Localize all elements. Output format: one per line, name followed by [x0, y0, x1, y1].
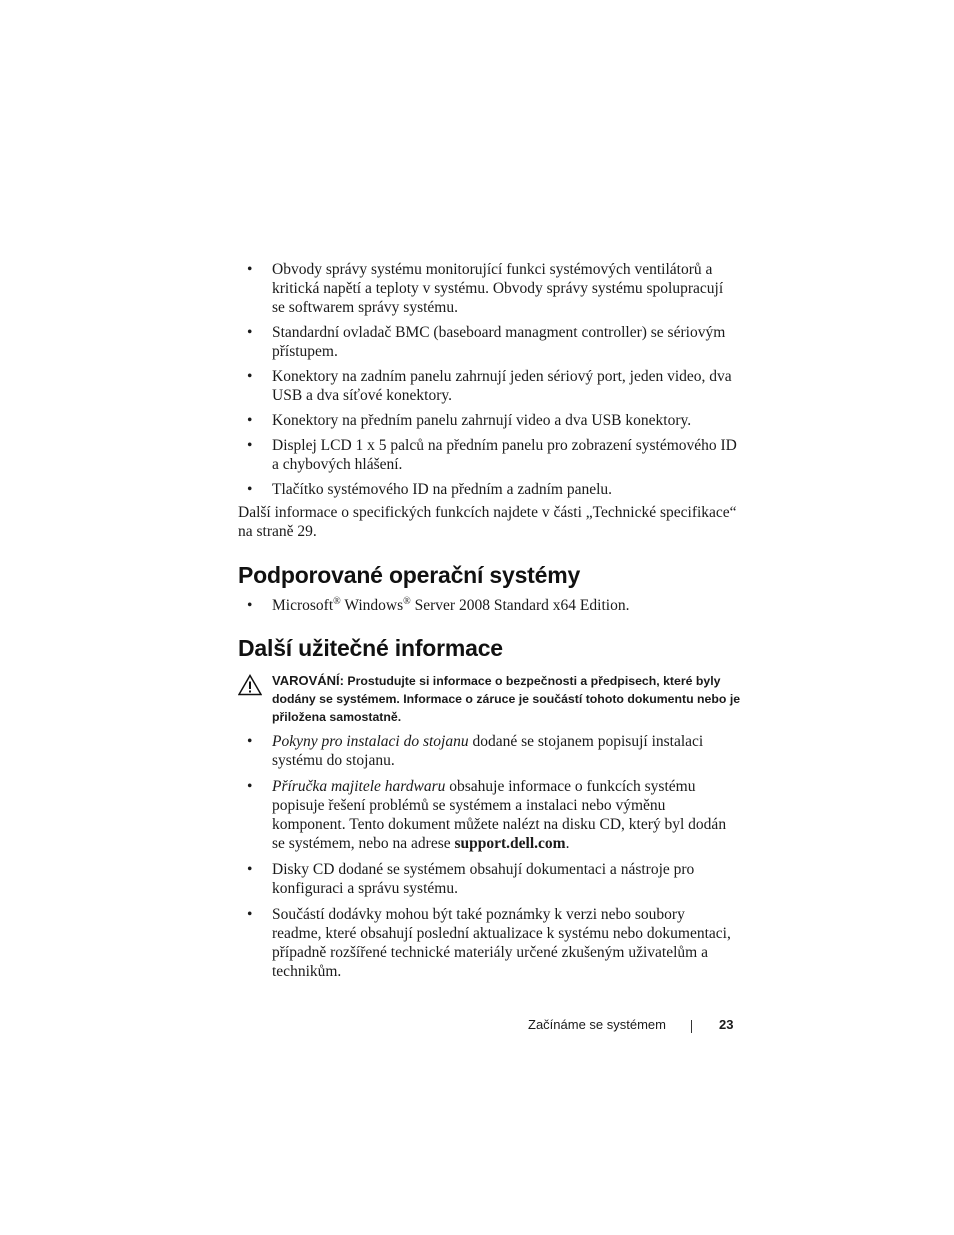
page-number: 23: [719, 1017, 734, 1032]
info-section-heading: Další užitečné informace: [238, 635, 503, 661]
bullet-icon: •: [247, 261, 253, 278]
feature-text: Konektory na předním panelu zahrnují video a dva USB konektory.: [272, 412, 692, 429]
list-item: [238, 777, 738, 853]
feature-text: Konektory na zadním panelu zahrnují jeden sériový port, jeden video, dva USB a dva síťové konektory.: [272, 368, 732, 404]
list-item: [238, 905, 738, 981]
os-text: Microsoft® Windows® Server 2008 Standard x64 Edition.: [272, 596, 630, 614]
bullet-icon: •: [247, 437, 253, 454]
warning-triangle-icon: [238, 674, 262, 696]
features-note: Další informace o specifických funkcích najdete v části „Technické specifikace“ na straně 29.: [238, 504, 737, 540]
list-item: [238, 260, 738, 317]
info-text: Součástí dodávky mohou být také poznámky k verzi nebo soubory readme, které obsahují poslední aktualizace k systému nebo dokumentaci, případně rozšířené technické materiály určené zkušeným uživatelům a technikům.: [272, 906, 731, 980]
os-list: [238, 596, 738, 621]
support-link: support.dell.com: [454, 835, 566, 852]
list-item: [238, 411, 738, 430]
os-section-heading: Podporované operační systémy: [238, 562, 581, 588]
bullet-icon: •: [247, 368, 253, 385]
info-text: Disky CD dodané se systémem obsahují dokumentaci a nástroje pro konfiguraci a správu systému.: [272, 861, 695, 897]
list-item: [238, 480, 738, 499]
feature-text: Obvody správy systému monitorující funkci systémových ventilátorů a kritická napětí a teploty v systému. Obvody správy systému spolupracují se softwarem správy systému.: [272, 261, 724, 316]
footer-divider: [691, 1020, 692, 1033]
bullet-icon: •: [247, 778, 253, 795]
warning-text: [272, 672, 742, 726]
list-item: [238, 860, 738, 898]
list-item: [238, 323, 738, 361]
footer-section-title: Začínáme se systémem: [528, 1017, 666, 1032]
feature-text: Standardní ovladač BMC (baseboard managment controller) se sériovým přístupem.: [272, 324, 726, 360]
info-text: Příručka majitele hardwaru obsahuje informace o funkcích systému popisuje řešení problémů se systémem a instalaci nebo výměnu komponent. Tento dokument můžete nalézt na disku CD, který byl dodán se systémem, nebo na adrese support.dell.com.: [272, 778, 727, 852]
bullet-icon: •: [247, 324, 253, 341]
page-footer: [0, 1016, 954, 1036]
list-item: [238, 367, 738, 405]
feature-list: [238, 260, 738, 505]
bullet-icon: •: [247, 861, 253, 878]
info-list: [238, 732, 738, 987]
list-item: [238, 436, 738, 474]
bullet-icon: •: [247, 733, 253, 750]
feature-text: Displej LCD 1 x 5 palců na předním panelu pro zobrazení systémového ID a chybových hlášení.: [272, 437, 737, 473]
bullet-icon: •: [247, 412, 253, 429]
info-text: Pokyny pro instalaci do stojanu dodané se stojanem popisují instalaci systému do stojanu.: [272, 733, 704, 769]
list-item: [238, 596, 738, 615]
feature-text: Tlačítko systémového ID na předním a zadním panelu.: [272, 481, 613, 498]
bullet-icon: •: [247, 906, 253, 923]
list-item: [238, 732, 738, 770]
bullet-icon: •: [247, 481, 253, 498]
warning-body: Prostudujte si informace o bezpečnosti a předpisech, které byly dodány se systémem. Informace o záruce je součástí tohoto dokumentu nebo je přiložena samostatně.: [272, 674, 741, 724]
warning-label: VAROVÁNÍ:: [272, 673, 344, 688]
bullet-icon: •: [247, 597, 253, 614]
